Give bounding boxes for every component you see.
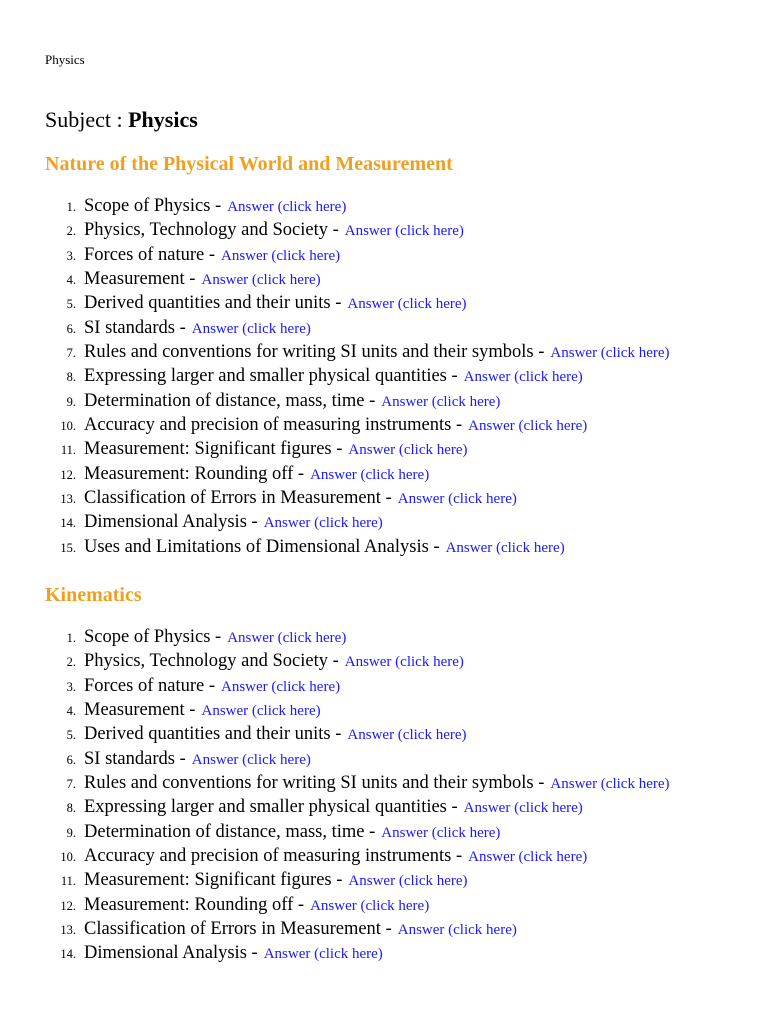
list-item [66, 342, 724, 363]
answer-link[interactable]: Answer (click here) [468, 849, 588, 866]
list-item [66, 390, 724, 412]
item-number: 9. [66, 825, 76, 840]
item-number: 12. [60, 467, 76, 482]
list-item [66, 317, 724, 339]
item-number: 4. [66, 273, 76, 288]
list-item [60, 536, 724, 558]
list-item [66, 627, 724, 648]
item-title: Measurement: Significant figures - [84, 870, 343, 891]
item-title: Expressing larger and smaller physical quantities - [84, 797, 458, 818]
answer-link[interactable]: Answer (click here) [191, 751, 311, 768]
item-title: Physics, Technology and Society - [84, 651, 339, 672]
list-item [66, 797, 724, 818]
list-item [60, 846, 724, 867]
topic-list [60, 627, 724, 968]
answer-link[interactable]: Answer (click here) [463, 800, 583, 817]
item-title: Measurement - [84, 700, 196, 721]
item-number: 10. [60, 850, 76, 865]
item-number: 7. [66, 777, 76, 792]
item-title: Dimensional Analysis - [84, 512, 258, 533]
item-title: Scope of Physics - [84, 196, 222, 216]
item-title: Measurement: Significant figures - [84, 439, 343, 460]
item-number: 5. [66, 728, 76, 743]
list-item [66, 366, 724, 387]
answer-link[interactable]: Answer (click here) [310, 466, 430, 483]
answer-link[interactable]: Answer (click here) [348, 873, 468, 890]
section-heading: Kinematics [45, 584, 142, 606]
item-title: Forces of nature - [84, 244, 215, 265]
list-item [66, 269, 724, 290]
answer-link[interactable]: Answer (click here) [221, 678, 341, 695]
list-item [66, 773, 724, 794]
item-title: SI standards - [84, 748, 186, 769]
item-title: Accuracy and precision of measuring instruments - [84, 415, 463, 436]
list-item [60, 415, 724, 436]
subject-label: Subject : [45, 107, 123, 132]
list-item [60, 463, 724, 485]
topic-list [60, 196, 724, 561]
item-number: 14. [60, 516, 76, 531]
list-item [66, 220, 724, 241]
section-heading: Nature of the Physical World and Measurement [45, 153, 453, 175]
item-number: 5. [66, 297, 76, 312]
answer-link[interactable]: Answer (click here) [344, 654, 464, 671]
list-item [60, 894, 724, 916]
answer-link[interactable]: Answer (click here) [381, 393, 501, 410]
answer-link[interactable]: Answer (click here) [348, 442, 468, 459]
list-item [66, 196, 724, 217]
item-title: Measurement: Rounding off - [84, 894, 305, 915]
list-item [66, 244, 724, 266]
answer-link[interactable]: Answer (click here) [445, 539, 565, 556]
answer-link[interactable]: Answer (click here) [347, 727, 467, 744]
item-number: 9. [66, 394, 76, 409]
item-title: Rules and conventions for writing SI units and their symbols - [84, 342, 545, 363]
item-number: 13. [60, 923, 76, 938]
item-number: 1. [66, 200, 76, 214]
answer-link[interactable]: Answer (click here) [191, 320, 311, 337]
item-number: 11. [60, 874, 76, 889]
list-item [66, 821, 724, 843]
item-title: Accuracy and precision of measuring instruments - [84, 846, 463, 867]
list-item [66, 748, 724, 770]
page-header: Physics [45, 52, 85, 67]
item-title: Derived quantities and their units - [84, 293, 342, 314]
list-item [60, 943, 724, 964]
item-number: 3. [66, 248, 76, 263]
list-item [60, 439, 724, 460]
answer-link[interactable]: Answer (click here) [344, 223, 464, 240]
item-title: Classification of Errors in Measurement - [84, 919, 392, 940]
list-item [66, 700, 724, 721]
answer-link[interactable]: Answer (click here) [397, 491, 517, 508]
item-title: Measurement: Rounding off - [84, 463, 305, 484]
item-number: 3. [66, 679, 76, 694]
list-item [66, 651, 724, 672]
answer-link[interactable]: Answer (click here) [347, 296, 467, 313]
answer-link[interactable]: Answer (click here) [201, 703, 321, 720]
item-number: 14. [60, 947, 76, 962]
item-number: 6. [66, 321, 76, 336]
item-number: 2. [66, 224, 76, 239]
list-item [60, 488, 724, 509]
answer-link[interactable]: Answer (click here) [550, 776, 670, 793]
item-title: Expressing larger and smaller physical quantities - [84, 366, 458, 387]
list-item [66, 293, 724, 314]
item-number: 4. [66, 704, 76, 719]
item-number: 12. [60, 898, 76, 913]
subject-name: Physics [128, 107, 198, 132]
item-title: Scope of Physics - [84, 627, 222, 647]
answer-link[interactable]: Answer (click here) [263, 946, 383, 963]
item-title: Uses and Limitations of Dimensional Analysis - [84, 536, 440, 557]
item-number: 6. [66, 752, 76, 767]
answer-link[interactable]: Answer (click here) [221, 247, 341, 264]
item-number: 1. [66, 631, 76, 645]
item-title: Physics, Technology and Society - [84, 220, 339, 241]
item-number: 11. [60, 443, 76, 458]
item-title: SI standards - [84, 317, 186, 338]
subject-line [45, 106, 198, 134]
item-number: 2. [66, 655, 76, 670]
item-title: Derived quantities and their units - [84, 724, 342, 745]
list-item [66, 724, 724, 745]
answer-link[interactable]: Answer (click here) [468, 418, 588, 435]
item-number: 8. [66, 370, 76, 385]
item-number: 15. [60, 540, 76, 555]
item-number: 7. [66, 346, 76, 361]
answer-link[interactable]: Answer (click here) [397, 922, 517, 939]
item-title: Dimensional Analysis - [84, 943, 258, 964]
item-title: Rules and conventions for writing SI units and their symbols - [84, 773, 545, 794]
item-title: Forces of nature - [84, 675, 215, 696]
item-title: Classification of Errors in Measurement - [84, 488, 392, 509]
answer-link[interactable]: Answer (click here) [550, 345, 670, 362]
list-item [60, 870, 724, 891]
list-item [66, 675, 724, 697]
item-title: Determination of distance, mass, time - [84, 390, 376, 411]
answer-link[interactable]: Answer (click here) [310, 897, 430, 914]
item-title: Determination of distance, mass, time - [84, 821, 376, 842]
list-item [60, 512, 724, 533]
answer-link[interactable]: Answer (click here) [463, 369, 583, 386]
answer-link[interactable]: Answer (click here) [227, 199, 347, 215]
item-number: 10. [60, 419, 76, 434]
answer-link[interactable]: Answer (click here) [381, 824, 501, 841]
item-title: Measurement - [84, 269, 196, 290]
item-number: 8. [66, 801, 76, 816]
answer-link[interactable]: Answer (click here) [201, 272, 321, 289]
answer-link[interactable]: Answer (click here) [263, 515, 383, 532]
list-item [60, 919, 724, 940]
item-number: 13. [60, 492, 76, 507]
answer-link[interactable]: Answer (click here) [227, 630, 347, 646]
